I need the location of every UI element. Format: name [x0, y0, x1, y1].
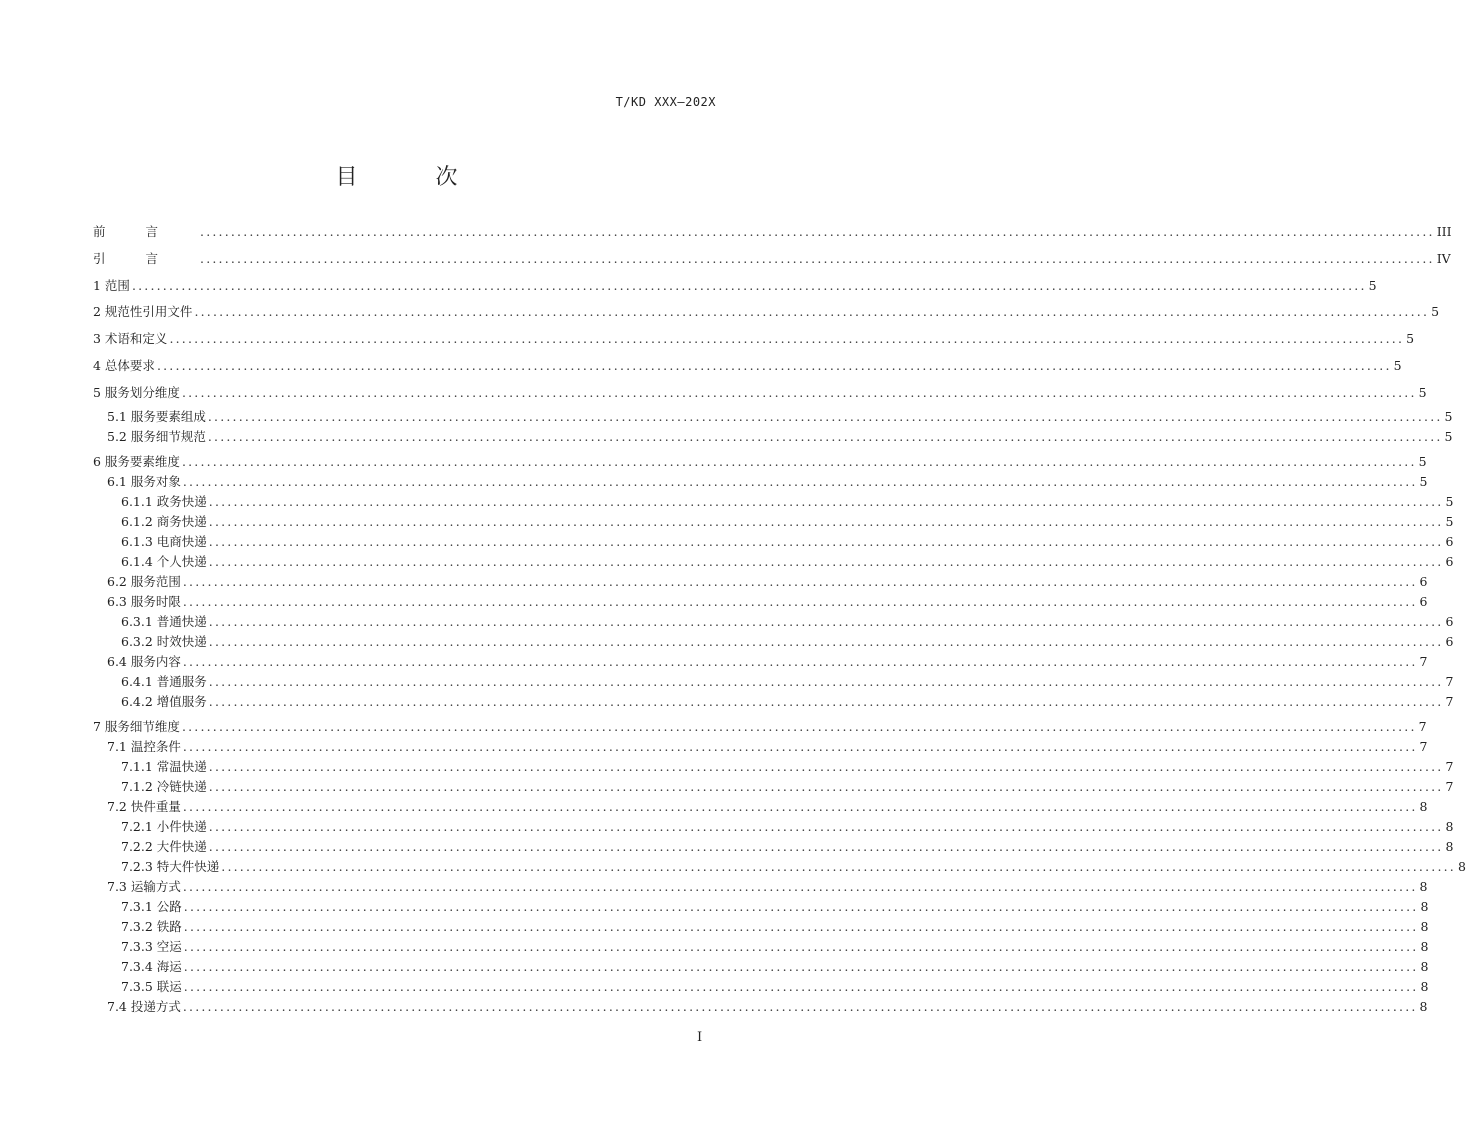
toc-entry-page: 5 [1419, 473, 1428, 489]
toc-entry-page: 8 [1445, 818, 1454, 834]
toc-entry-page: 7 [1419, 738, 1428, 754]
toc-entry-label: 5.2 服务细节规范 [107, 428, 206, 444]
toc-entry[interactable] [93, 472, 1428, 492]
toc-entry-label: 前言 [93, 224, 199, 239]
toc-entry-page: 5 [1444, 408, 1453, 424]
toc-entry[interactable] [93, 692, 1454, 712]
toc-entry-page: 7 [1445, 673, 1454, 689]
toc-entry-label: 7.3.1 公路 [121, 898, 182, 914]
toc-entry[interactable] [93, 877, 1428, 897]
toc-dot-leader: ........................................................................................................................................................................................................ [208, 838, 1444, 854]
toc-entry-label: 7.4 投递方式 [107, 998, 181, 1014]
toc-dot-leader: ........................................................................................................................................................................................................ [208, 613, 1444, 629]
toc-entry-label: 7.3.2 铁路 [121, 918, 182, 934]
toc-entry[interactable] [93, 246, 1451, 273]
toc-entry[interactable] [93, 957, 1429, 977]
toc-entry-label: 6.2 服务范围 [107, 573, 181, 589]
page-number: I [697, 1030, 703, 1045]
toc-entry[interactable] [93, 977, 1429, 997]
toc-dot-leader: ........................................................................................................................................................................................................ [182, 473, 1418, 489]
toc-entry[interactable] [93, 777, 1454, 797]
toc-dot-leader: ........................................................................................................................................................................................................ [182, 878, 1418, 894]
toc-entry[interactable] [93, 837, 1454, 857]
toc-entry-page: 5 [1445, 493, 1454, 509]
toc-entry[interactable] [93, 737, 1428, 757]
toc-entry-page: 6 [1419, 593, 1428, 609]
toc-entry-page: 8 [1419, 798, 1428, 814]
toc-entry-page: 6 [1419, 573, 1428, 589]
toc-dot-leader: ........................................................................................................................................................................................................ [131, 277, 1367, 293]
toc-dot-leader: ........................................................................................................................................................................................................ [182, 798, 1418, 814]
toc-entry-label: 7.3.3 空运 [121, 938, 182, 954]
toc-dot-leader: ........................................................................................................................................................................................................ [208, 513, 1444, 529]
toc-entry-page: III [1436, 224, 1452, 239]
toc-entry-page: 5 [1406, 331, 1415, 347]
toc-dot-leader: ........................................................................................................................................................................................................ [181, 453, 1417, 469]
toc-entry-page: 5 [1444, 428, 1453, 444]
toc-entry[interactable] [93, 552, 1454, 572]
toc-dot-leader: ........................................................................................................................................................................................................ [208, 673, 1444, 689]
toc-entry-label: 6.3 服务时限 [107, 593, 181, 609]
toc-entry-page: 7 [1445, 758, 1454, 774]
toc-entry-label: 1 范围 [93, 277, 130, 293]
toc-dot-leader: ........................................................................................................................................................................................................ [183, 898, 1419, 914]
toc-dot-leader: ........................................................................................................................................................................................................ [169, 331, 1405, 347]
toc-entry-label: 2 规范性引用文件 [93, 304, 193, 320]
toc-dot-leader: ........................................................................................................................................................................................................ [182, 573, 1418, 589]
toc-dot-leader: ........................................................................................................................................................................................................ [183, 958, 1419, 974]
toc-entry[interactable] [93, 652, 1428, 672]
toc-dot-leader: ........................................................................................................................................................................................................ [208, 533, 1444, 549]
toc-entry[interactable] [93, 757, 1454, 777]
toc-dot-leader: ........................................................................................................................................................................................................ [182, 998, 1418, 1014]
toc-dot-leader: ........................................................................................................................................................................................................ [182, 593, 1418, 609]
toc-entry-label: 7.3.5 联运 [121, 978, 182, 994]
toc-entry-page: 8 [1419, 878, 1428, 894]
toc-entry-label: 7.1.2 冷链快递 [121, 778, 207, 794]
toc-dot-leader: ........................................................................................................................................................................................................ [194, 304, 1430, 320]
toc-dot-leader: ........................................................................................................................................................................................................ [221, 858, 1456, 874]
toc-entry[interactable] [93, 897, 1429, 917]
toc-entry-page: 8 [1420, 918, 1429, 934]
toc-entry[interactable] [93, 572, 1428, 592]
toc-entry-label: 6.3.2 时效快递 [121, 633, 207, 649]
toc-entry-page: 7 [1445, 693, 1454, 709]
toc-entry-label: 6.4.2 增值服务 [121, 693, 207, 709]
toc-dot-leader: ........................................................................................................................................................................................................ [183, 978, 1419, 994]
toc-entry[interactable] [93, 997, 1428, 1017]
toc-entry-label: 7.2.1 小件快递 [121, 818, 207, 834]
toc-entry[interactable] [93, 632, 1454, 652]
toc-entry[interactable] [93, 326, 1415, 353]
toc-entry-label: 7 服务细节维度 [93, 718, 180, 734]
toc-entry-page: 7 [1419, 653, 1428, 669]
toc-entry-label: 7.3.4 海运 [121, 958, 182, 974]
toc-entry-page: 7 [1445, 778, 1454, 794]
toc-dot-leader: ........................................................................................................................................................................................................ [208, 493, 1444, 509]
toc-dot-leader: ........................................................................................................................................................................................................ [181, 718, 1417, 734]
toc-entry-label: 7.2.2 大件快递 [121, 838, 207, 854]
toc-entry-page: 8 [1420, 978, 1429, 994]
toc-entry-label: 7.2 快件重量 [107, 798, 181, 814]
toc-entry-page: 5 [1393, 357, 1402, 373]
toc-entry[interactable] [93, 612, 1454, 632]
toc-entry-label: 6.4.1 普通服务 [121, 673, 207, 689]
toc-entry-page: 5 [1418, 384, 1427, 400]
toc-entry[interactable] [93, 273, 1377, 300]
toc-dot-leader: ........................................................................................................................................................................................................ [156, 357, 1392, 373]
toc-entry[interactable] [93, 857, 1466, 877]
toc-dot-leader: ........................................................................................................................................................................................................ [183, 938, 1419, 954]
toc-dot-leader: ........................................................................................................................................................................................................ [207, 428, 1443, 444]
toc-entry-page: 8 [1419, 998, 1428, 1014]
toc-entry-label: 6.1.4 个人快递 [121, 553, 207, 569]
toc-entry[interactable] [93, 917, 1429, 937]
toc-entry-label: 3 术语和定义 [93, 331, 168, 347]
toc-entry[interactable] [93, 592, 1428, 612]
toc-entry[interactable] [93, 353, 1402, 380]
toc-dot-leader: ........................................................................................................................................................................................................ [207, 408, 1443, 424]
toc-entry-label: 6.4 服务内容 [107, 653, 181, 669]
toc-dot-leader: ........................................................................................................................................................................................................ [200, 250, 1435, 266]
toc-dot-leader: ........................................................................................................................................................................................................ [208, 553, 1444, 569]
toc-entry-page: IV [1436, 250, 1451, 266]
toc-dot-leader: ........................................................................................................................................................................................................ [208, 693, 1444, 709]
toc-dot-leader: ........................................................................................................................................................................................................ [182, 738, 1418, 754]
toc-entry-label: 7.1.1 常温快递 [121, 758, 207, 774]
toc-entry-label: 6.1.2 商务快递 [121, 513, 207, 529]
toc-entry-page: 6 [1445, 633, 1454, 649]
toc-entry-page: 8 [1420, 938, 1429, 954]
toc-dot-leader: ........................................................................................................................................................................................................ [208, 778, 1444, 794]
toc-entry[interactable] [93, 380, 1427, 407]
toc-dot-leader: ........................................................................................................................................................................................................ [200, 224, 1435, 239]
toc-entry[interactable] [93, 219, 1452, 246]
toc-entry-label: 引言 [93, 250, 199, 266]
toc-entry-label: 6.1.1 政务快递 [121, 493, 207, 509]
toc-dot-leader: ........................................................................................................................................................................................................ [208, 818, 1444, 834]
toc-entry-page: 5 [1431, 304, 1440, 320]
toc-entry-label: 6.1 服务对象 [107, 473, 181, 489]
toc-entry[interactable] [93, 937, 1429, 957]
toc-entry-page: 8 [1445, 838, 1454, 854]
toc-entry-page: 5 [1368, 277, 1377, 293]
table-of-contents [93, 219, 1466, 1017]
toc-entry-page: 6 [1445, 553, 1454, 569]
toc-entry-page: 7 [1418, 718, 1427, 734]
document-code: T/KD XXX—202X [615, 95, 716, 109]
toc-entry[interactable] [93, 532, 1454, 552]
toc-title: 目 次 [335, 165, 486, 190]
toc-entry-page: 6 [1445, 533, 1454, 549]
toc-entry-page: 5 [1418, 453, 1427, 469]
toc-dot-leader: ........................................................................................................................................................................................................ [181, 384, 1417, 400]
toc-dot-leader: ........................................................................................................................................................................................................ [208, 758, 1444, 774]
toc-entry[interactable] [93, 427, 1453, 447]
toc-entry-page: 5 [1445, 513, 1454, 529]
toc-entry-page: 8 [1420, 958, 1429, 974]
toc-entry[interactable] [93, 299, 1440, 326]
toc-dot-leader: ........................................................................................................................................................................................................ [208, 633, 1444, 649]
toc-entry[interactable] [93, 672, 1454, 692]
toc-entry-label: 6 服务要素维度 [93, 453, 180, 469]
toc-entry-label: 4 总体要求 [93, 357, 155, 373]
toc-dot-leader: ........................................................................................................................................................................................................ [183, 918, 1419, 934]
toc-entry[interactable] [93, 797, 1428, 817]
toc-entry-label: 7.2.3 特大件快递 [121, 858, 220, 874]
toc-dot-leader: ........................................................................................................................................................................................................ [182, 653, 1418, 669]
toc-entry[interactable] [93, 452, 1427, 472]
toc-entry[interactable] [93, 817, 1454, 837]
toc-entry-label: 5 服务划分维度 [93, 384, 180, 400]
toc-entry[interactable] [93, 407, 1453, 427]
toc-entry-label: 5.1 服务要素组成 [107, 408, 206, 424]
toc-entry-label: 6.1.3 电商快递 [121, 533, 207, 549]
toc-entry-page: 8 [1457, 858, 1466, 874]
toc-entry-label: 7.3 运输方式 [107, 878, 181, 894]
toc-entry-page: 8 [1420, 898, 1429, 914]
toc-entry[interactable] [93, 492, 1454, 512]
toc-entry-page: 6 [1445, 613, 1454, 629]
toc-entry-label: 7.1 温控条件 [107, 738, 181, 754]
toc-entry[interactable] [93, 512, 1454, 532]
toc-entry[interactable] [93, 717, 1427, 737]
toc-entry-label: 6.3.1 普通快递 [121, 613, 207, 629]
